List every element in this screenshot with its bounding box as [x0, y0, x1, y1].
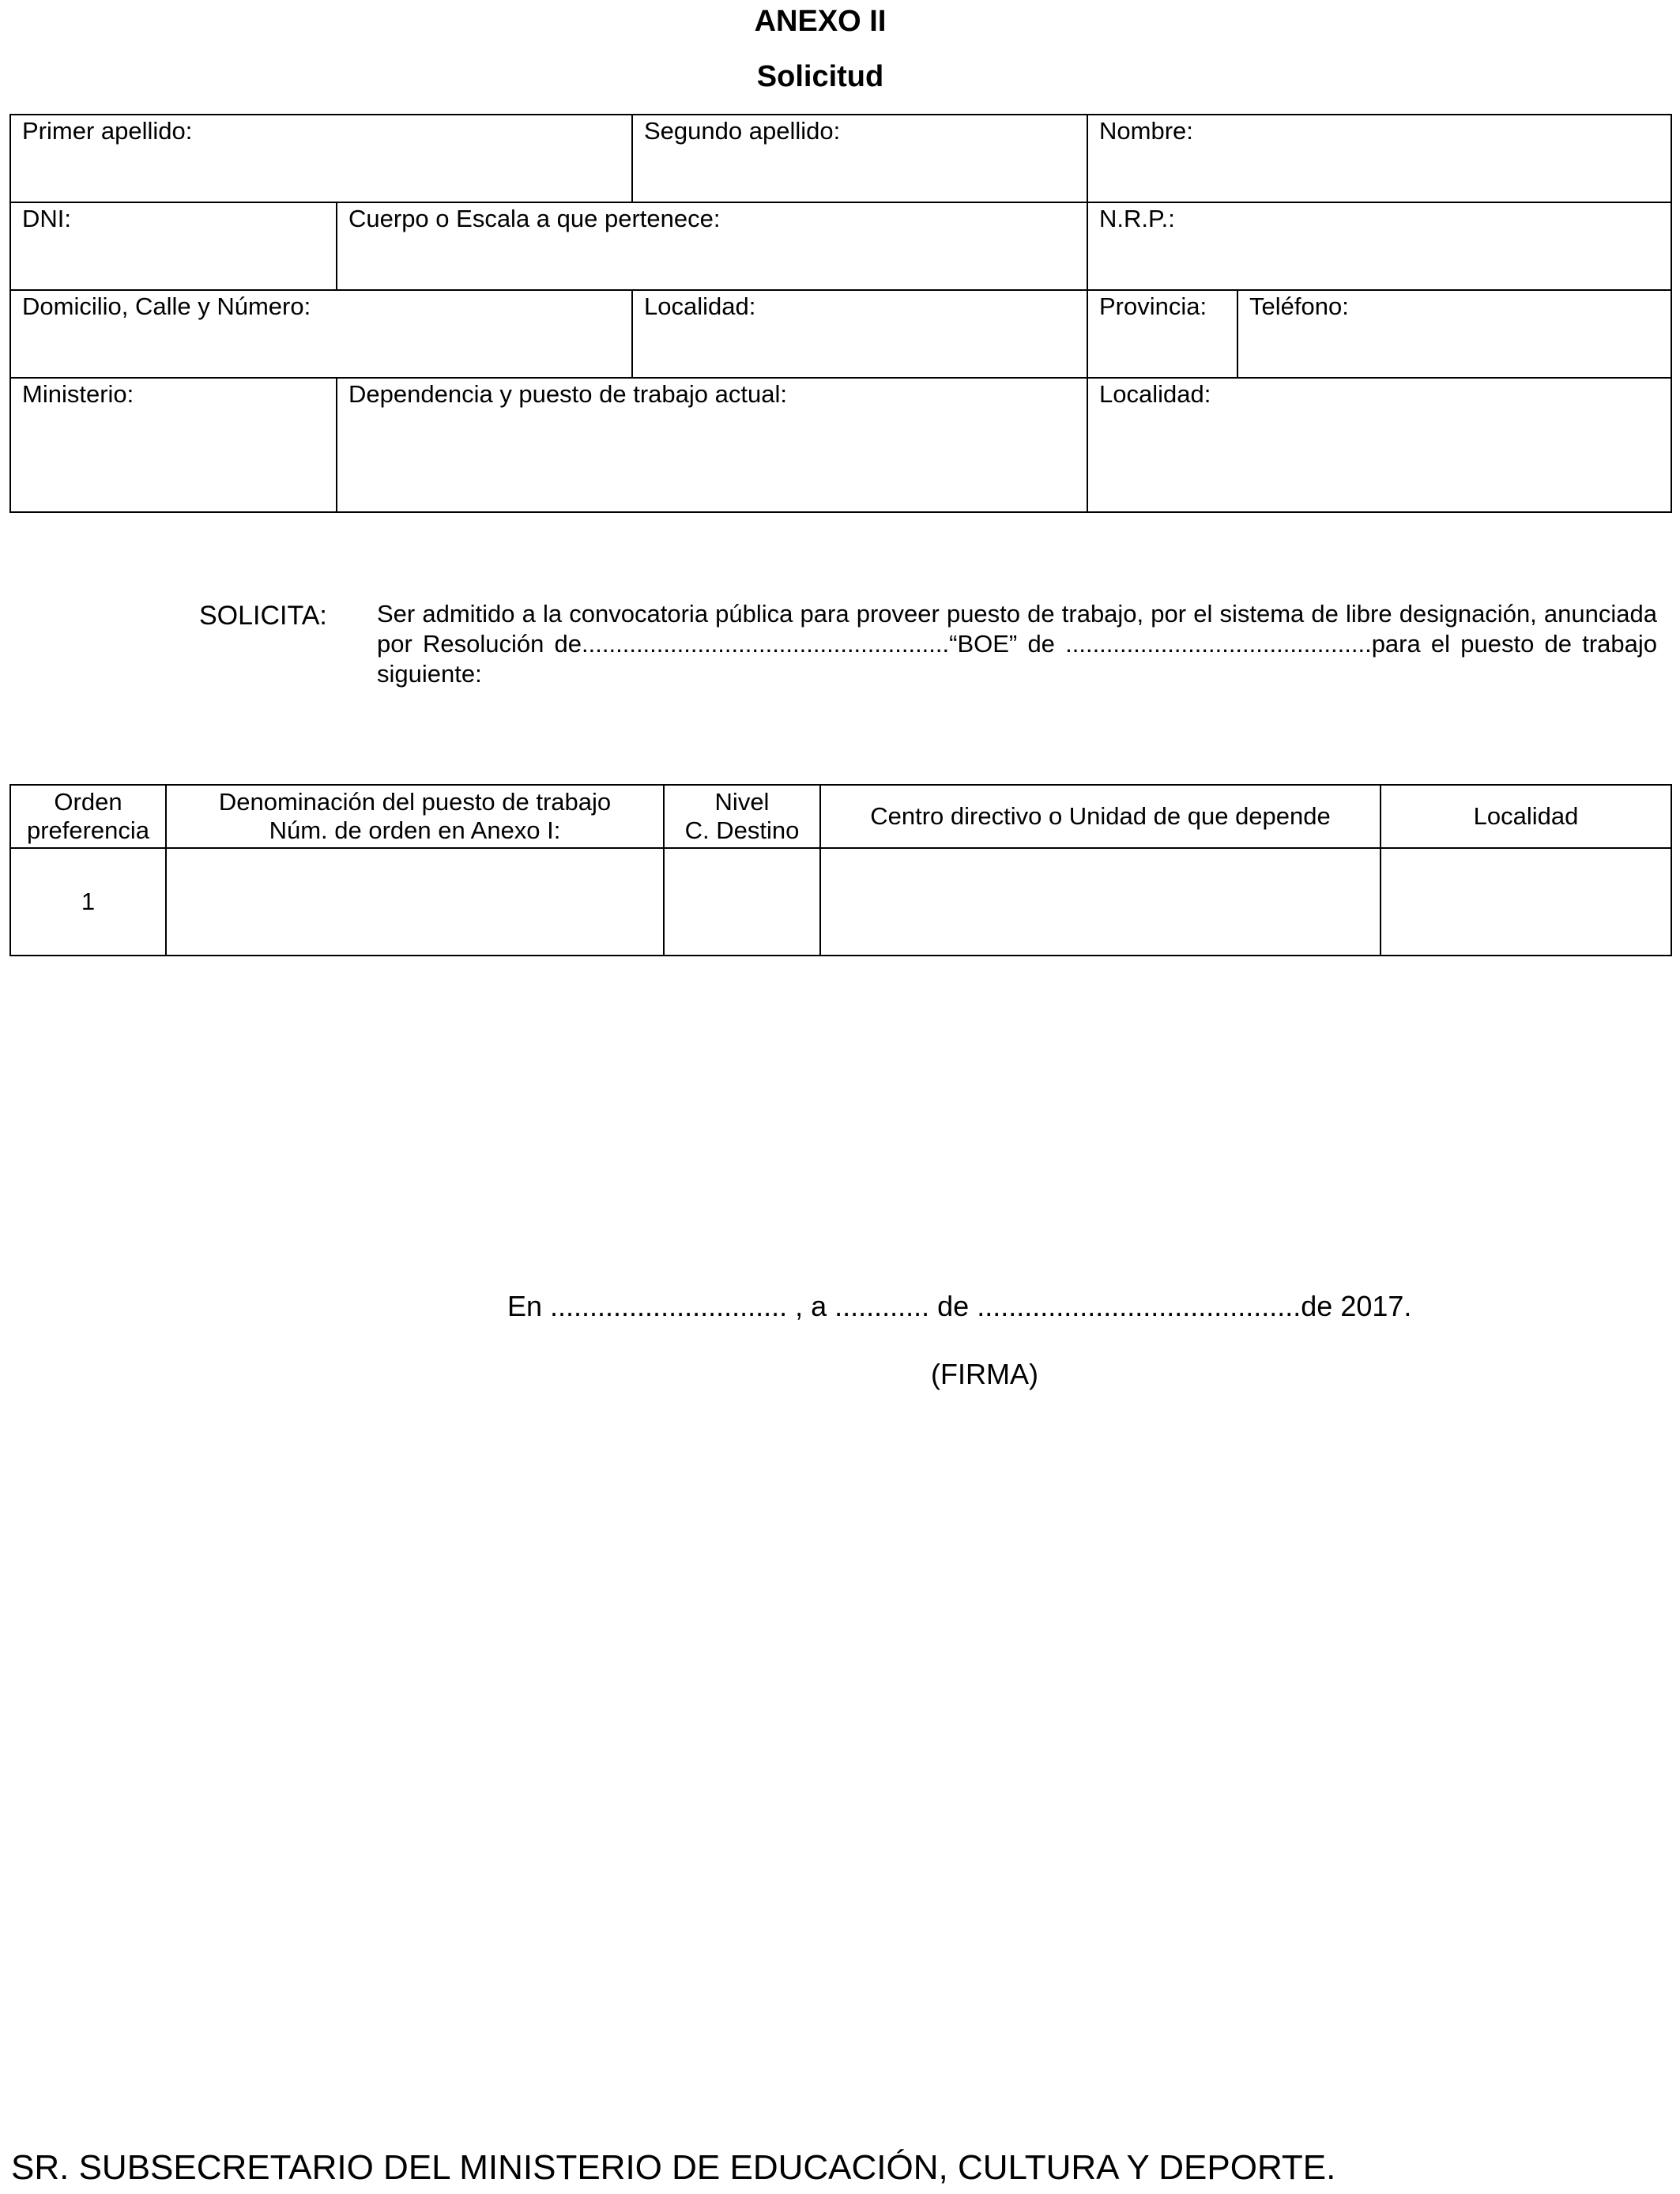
personal-data-form — [9, 114, 1672, 513]
cell-nivel[interactable] — [664, 848, 820, 956]
annex-title: ANEXO II — [754, 5, 887, 38]
primer-apellido-label: Primer apellido: — [22, 117, 193, 145]
header-localidad: Localidad — [1381, 785, 1671, 848]
domicilio-label: Domicilio, Calle y Número: — [22, 292, 311, 320]
localidad-actual-label: Localidad: — [1099, 380, 1211, 408]
cuerpo-field[interactable] — [337, 202, 1087, 290]
segundo-apellido-label: Segundo apellido: — [644, 117, 841, 145]
ministerio-field[interactable] — [10, 378, 337, 512]
table-row — [10, 848, 1671, 956]
nrp-field[interactable] — [1087, 202, 1671, 290]
cell-centro[interactable] — [820, 848, 1381, 956]
telefono-field[interactable] — [1237, 290, 1671, 378]
dependencia-label: Dependencia y puesto de trabajo actual: — [348, 380, 787, 408]
document-title: Solicitud — [756, 60, 884, 93]
provincia-field[interactable] — [1087, 290, 1237, 378]
segundo-apellido-field[interactable] — [632, 115, 1087, 202]
place-date-line: En .............................. , a ............ de .........................................de 2017. — [507, 1290, 1412, 1322]
signature-label: (FIRMA) — [931, 1358, 1038, 1390]
cell-localidad[interactable] — [1381, 848, 1671, 956]
addressee-line: SR. SUBSECRETARIO DEL MINISTERIO DE EDUCACIÓN, CULTURA Y DEPORTE. — [11, 2148, 1336, 2187]
nombre-label: Nombre: — [1099, 117, 1193, 145]
localidad-label: Localidad: — [644, 292, 756, 320]
nombre-field[interactable] — [1087, 115, 1671, 202]
solicita-text: Ser admitido a la convocatoria pública para proveer puesto de trabajo, por el sistema de libre designación, anunciada por Resolución de......................................................“BOE” de .............................................para el puesto de trabajo siguiente: — [377, 600, 1657, 688]
dependencia-field[interactable] — [337, 378, 1087, 512]
positions-table — [9, 784, 1672, 956]
solicita-label: SOLICITA: — [199, 601, 327, 631]
nrp-label: N.R.P.: — [1099, 205, 1175, 232]
telefono-label: Teléfono: — [1249, 292, 1349, 320]
cell-denominacion[interactable] — [166, 848, 664, 956]
provincia-label: Provincia: — [1099, 292, 1207, 320]
header-nivel: Nivel C. Destino — [664, 785, 820, 848]
header-centro: Centro directivo o Unidad de que depende — [820, 785, 1381, 848]
primer-apellido-field[interactable] — [10, 115, 632, 202]
ministerio-label: Ministerio: — [22, 380, 134, 408]
header-orden: Orden preferencia — [10, 785, 166, 848]
dni-label: DNI: — [22, 205, 71, 232]
table-header-row — [10, 785, 1671, 848]
cuerpo-label: Cuerpo o Escala a que pertenece: — [348, 205, 721, 232]
localidad-field[interactable] — [632, 290, 1087, 378]
dni-field[interactable] — [10, 202, 337, 290]
domicilio-field[interactable] — [10, 290, 632, 378]
header-denominacion: Denominación del puesto de trabajo Núm. de orden en Anexo I: — [166, 785, 664, 848]
cell-orden: 1 — [10, 848, 166, 956]
localidad-actual-field[interactable] — [1087, 378, 1671, 512]
